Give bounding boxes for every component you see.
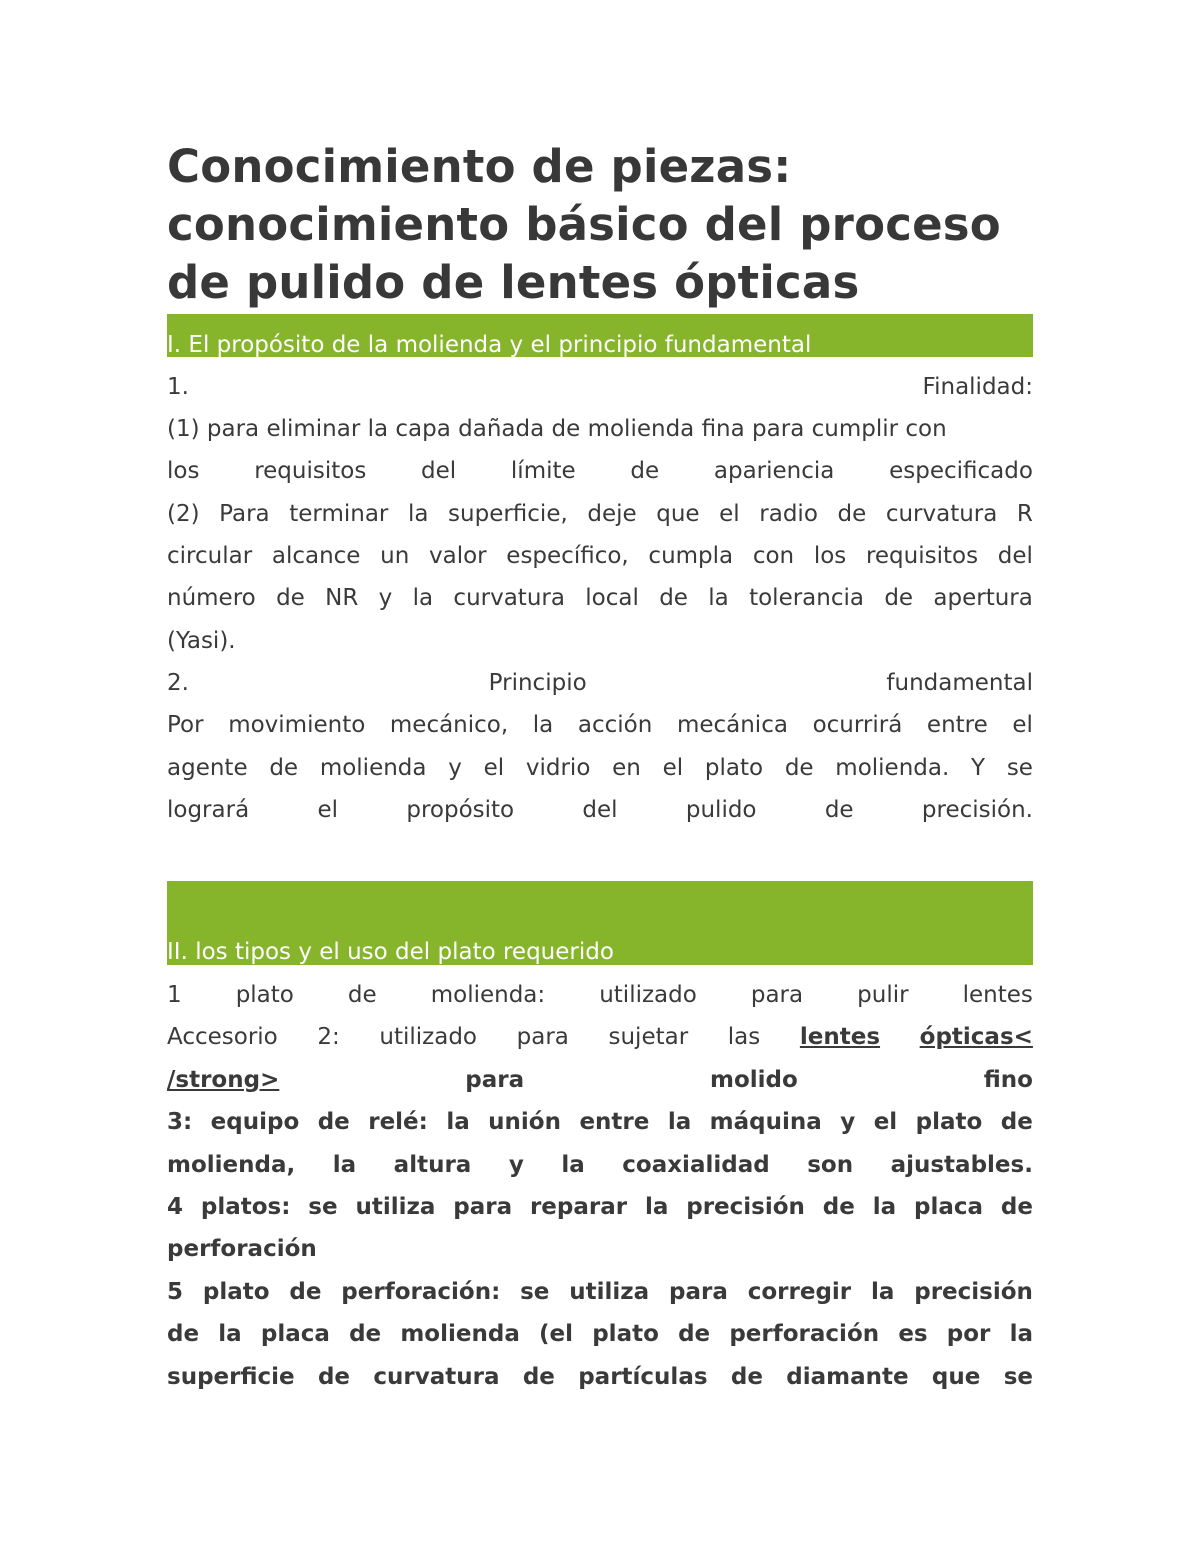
word: 5 [167, 1279, 184, 1305]
word: molido [710, 1067, 798, 1093]
word: de [837, 501, 867, 527]
body-line [167, 541, 1033, 571]
bold-body-line [167, 1319, 1033, 1349]
word: las [727, 1024, 761, 1050]
word: platos: [200, 1194, 291, 1220]
body-line [167, 753, 1033, 783]
word: de [522, 1364, 555, 1390]
word: propósito [406, 797, 515, 823]
word: molienda, [167, 1152, 296, 1178]
word: perforación [729, 1321, 880, 1347]
word: de [347, 982, 377, 1008]
bold-body-line [167, 1192, 1033, 1222]
word: de [1000, 1109, 1033, 1135]
word: del [421, 458, 457, 484]
word: los [167, 458, 200, 484]
word: reparar [529, 1194, 628, 1220]
word: 2: [317, 1024, 340, 1050]
word: de [349, 1321, 382, 1347]
word: plato [704, 755, 764, 781]
title-line: conocimiento básico del proceso [167, 198, 1001, 251]
word: el [719, 501, 740, 527]
word: pulido [685, 797, 757, 823]
word: curvatura [885, 501, 998, 527]
word: circular [167, 543, 253, 569]
word: molienda: [430, 982, 546, 1008]
word: la [871, 1279, 895, 1305]
word: Accesorio [167, 1024, 278, 1050]
word: perforación [167, 1236, 317, 1262]
word: fino [983, 1067, 1033, 1093]
word: la [1009, 1321, 1033, 1347]
section-2-heading: II. los tipos y el uso del plato requerido [167, 939, 614, 965]
word: curvatura [373, 1364, 500, 1390]
word: molienda [400, 1321, 520, 1347]
word: mecánico, [389, 712, 509, 738]
word: ajustables. [890, 1152, 1033, 1178]
word: la [446, 1109, 470, 1135]
word: 2. [167, 670, 189, 696]
word: valor [428, 543, 487, 569]
body-line [167, 414, 1033, 444]
word: la [407, 501, 429, 527]
word: movimiento [228, 712, 366, 738]
word: superficie [167, 1364, 295, 1390]
word: cumpla [648, 543, 734, 569]
word: el [662, 755, 684, 781]
word: apariencia [713, 458, 835, 484]
word: alcance [271, 543, 361, 569]
word: de [1000, 1194, 1033, 1220]
body-line [167, 795, 1033, 825]
word: requisitos [865, 543, 979, 569]
word: y [508, 1152, 524, 1178]
word: con [752, 543, 795, 569]
bold-body-line [167, 1277, 1033, 1307]
word: 3: [167, 1109, 193, 1135]
word: superficie, [448, 501, 568, 527]
word: la [644, 1194, 669, 1220]
word: precisión. [921, 797, 1033, 823]
word: utilizado [379, 1024, 477, 1050]
word: que [656, 501, 700, 527]
word: (1) para eliminar la capa dañada de molienda fina para cumplir con [167, 416, 947, 442]
word: de [822, 1194, 855, 1220]
word: la [561, 1152, 585, 1178]
word: de [630, 458, 660, 484]
word: de [167, 1321, 200, 1347]
word: son [807, 1152, 854, 1178]
word: molienda [319, 755, 427, 781]
word: 1 [167, 982, 182, 1008]
word: R [1016, 501, 1033, 527]
title-line: de pulido de lentes ópticas [167, 256, 860, 309]
word: del [997, 543, 1033, 569]
word: un [380, 543, 410, 569]
word: 1. [167, 374, 189, 400]
word: de [276, 585, 305, 611]
word: el [483, 755, 505, 781]
word: de [659, 585, 688, 611]
word: de [884, 585, 914, 611]
word: Para [219, 501, 270, 527]
body-line [167, 499, 1033, 529]
word: utiliza [355, 1194, 436, 1220]
body-line [167, 583, 1033, 613]
word: molienda. [835, 755, 950, 781]
word: placa [913, 1194, 984, 1220]
word: entre [926, 712, 988, 738]
bold-body-line [167, 1362, 1033, 1392]
lentes-opticas-link[interactable]: ópticas< [919, 1024, 1033, 1050]
body-line [167, 372, 1033, 402]
word: la [708, 585, 729, 611]
word: de [269, 755, 299, 781]
body-line [167, 710, 1033, 740]
word: plato [915, 1109, 983, 1135]
word: logrará [167, 797, 250, 823]
bold-body-line [167, 1234, 1033, 1264]
word: (Yasi). [167, 628, 236, 654]
word: la [218, 1321, 242, 1347]
word: máquina [709, 1109, 822, 1135]
word: especificado [889, 458, 1033, 484]
word: (el [539, 1321, 574, 1347]
word: NR [325, 585, 359, 611]
word: para [669, 1279, 728, 1305]
word: se [308, 1194, 338, 1220]
word: plato [592, 1321, 659, 1347]
word: equipo [210, 1109, 300, 1135]
body-line [167, 456, 1033, 486]
word: de [678, 1321, 711, 1347]
word: límite [510, 458, 576, 484]
word: Finalidad: [922, 374, 1033, 400]
word: Y [971, 755, 986, 781]
word: mecánica [676, 712, 788, 738]
word: sujetar [608, 1024, 689, 1050]
bold-body-line [167, 1150, 1033, 1180]
word: de [730, 1364, 763, 1390]
bold-body-line [167, 1107, 1033, 1137]
word: de [289, 1279, 322, 1305]
word: es [898, 1321, 928, 1347]
word: altura [393, 1152, 472, 1178]
word: placa [260, 1321, 330, 1347]
word: se [1003, 1364, 1033, 1390]
word: número [167, 585, 256, 611]
word: acción [577, 712, 653, 738]
word: y [840, 1109, 856, 1135]
word: perforación: [341, 1279, 501, 1305]
word: para [453, 1194, 513, 1220]
word: local [585, 585, 639, 611]
word: de [784, 755, 814, 781]
body-line [167, 626, 1033, 656]
word: coaxialidad [622, 1152, 770, 1178]
word: ocurrirá [812, 712, 903, 738]
word: requisitos [254, 458, 367, 484]
word: curvatura [453, 585, 565, 611]
word: se [1006, 755, 1033, 781]
body-line [167, 668, 1033, 698]
lentes-opticas-link[interactable]: lentes [799, 1024, 881, 1050]
word: el [873, 1109, 898, 1135]
word: utiliza [569, 1279, 650, 1305]
word: la [412, 585, 434, 611]
word: para [750, 982, 804, 1008]
word: Principio [488, 670, 587, 696]
list-item-2-continued [167, 1065, 1033, 1095]
word: por [946, 1321, 991, 1347]
word: la [667, 1109, 692, 1135]
word: relé: [368, 1109, 428, 1135]
list-item-2 [167, 1022, 1033, 1052]
word: partículas [578, 1364, 708, 1390]
word: entre [579, 1109, 650, 1135]
word: fundamental [886, 670, 1033, 696]
word: el [317, 797, 339, 823]
word: que [931, 1364, 981, 1390]
word: para [465, 1067, 525, 1093]
section-1-heading: I. El propósito de la molienda y el principio fundamental [167, 332, 812, 358]
word: precisión [914, 1279, 1033, 1305]
word: unión [488, 1109, 561, 1135]
word: vidrio [525, 755, 591, 781]
word: los [813, 543, 847, 569]
word: el [1012, 712, 1033, 738]
word: deje [587, 501, 637, 527]
word: y [378, 585, 393, 611]
word: diamante [786, 1364, 909, 1390]
word: tolerancia [749, 585, 864, 611]
word: plato [202, 1279, 270, 1305]
word: y [448, 755, 462, 781]
word: de [317, 1364, 351, 1390]
document-title [167, 138, 1033, 312]
word: en [612, 755, 641, 781]
word: utilizado [599, 982, 697, 1008]
strong-tag-link[interactable]: /strong> [167, 1067, 280, 1093]
word: radio [759, 501, 818, 527]
word: de [317, 1109, 350, 1135]
word: lentes [962, 982, 1033, 1008]
word: corregir [747, 1279, 852, 1305]
word: Por [167, 712, 204, 738]
word: la [872, 1194, 897, 1220]
word: se [520, 1279, 550, 1305]
word: pulir [857, 982, 909, 1008]
word: apertura [933, 585, 1033, 611]
word: plato [235, 982, 294, 1008]
word: terminar [289, 501, 389, 527]
title-line: Conocimiento de piezas: [167, 140, 792, 193]
word: (2) [167, 501, 200, 527]
word: para [516, 1024, 569, 1050]
word: agente [167, 755, 248, 781]
word: específico, [506, 543, 629, 569]
list-item-1 [167, 980, 1033, 1010]
word: de [824, 797, 854, 823]
word: 4 [167, 1194, 184, 1220]
word: del [582, 797, 618, 823]
word: la [332, 1152, 357, 1178]
word: precisión [686, 1194, 805, 1220]
word: la [532, 712, 554, 738]
